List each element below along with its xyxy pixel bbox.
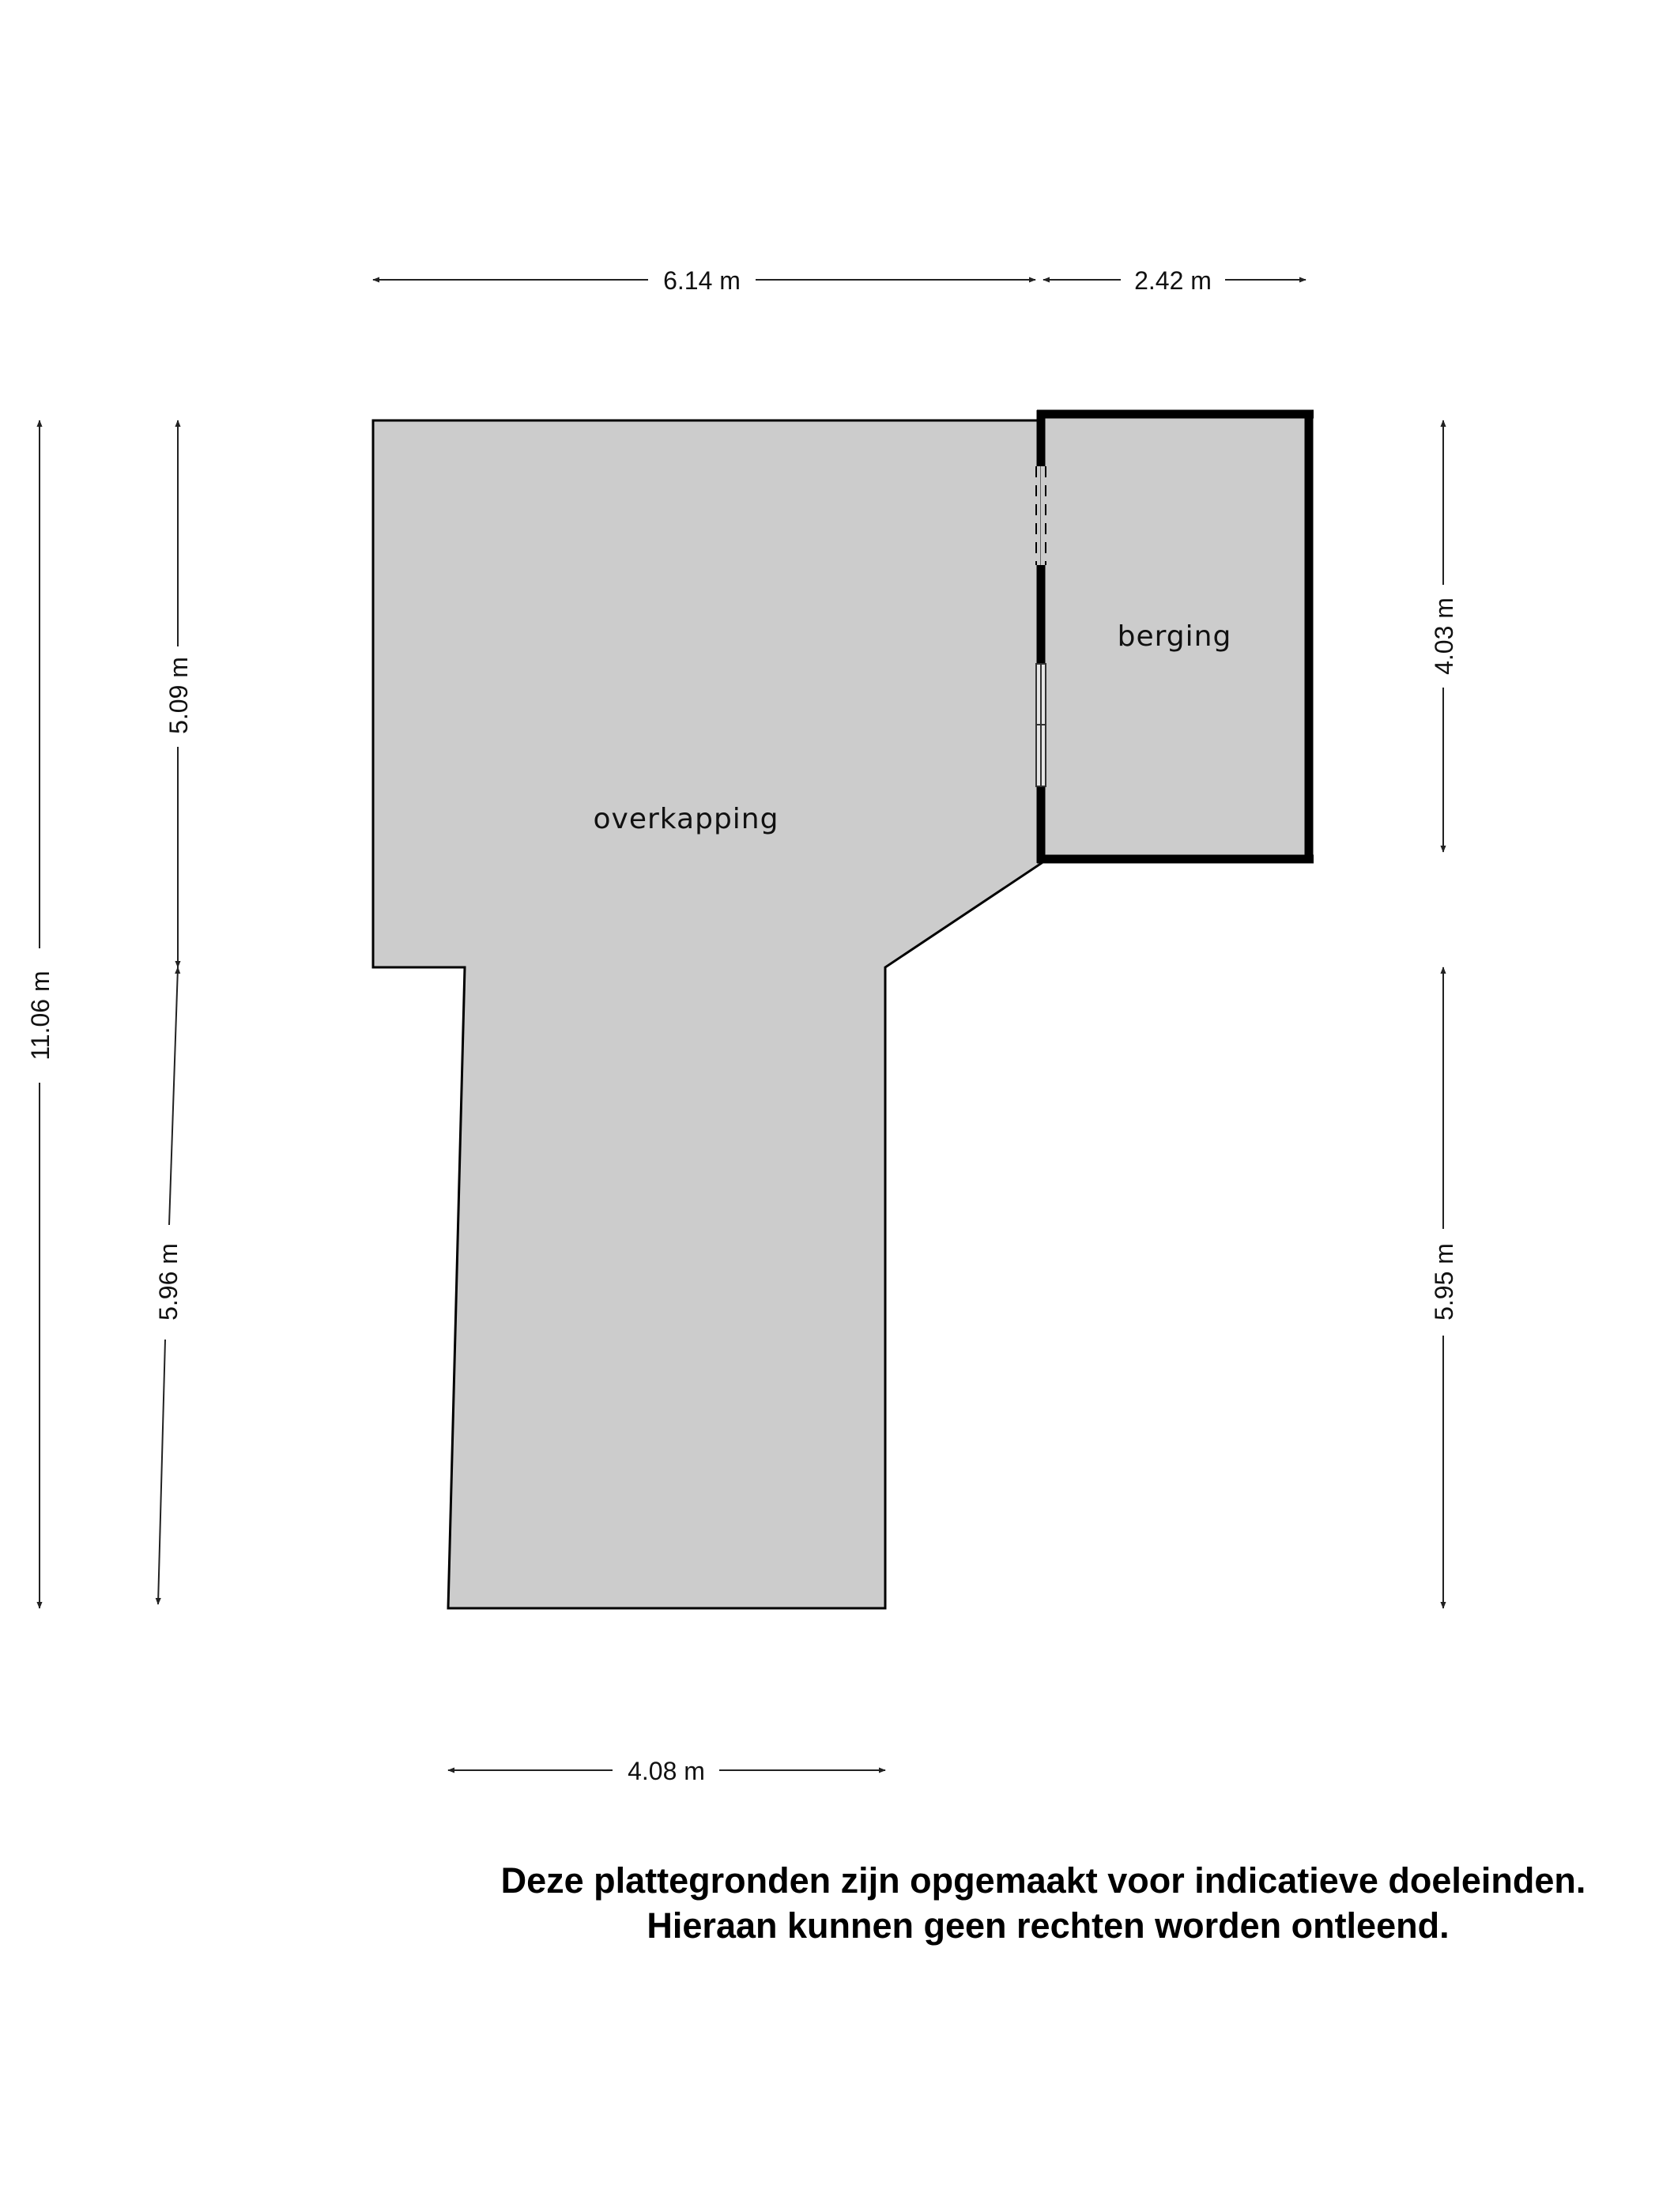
dimension-label: 11.06 m [26,970,55,1061]
overkapping-area [373,420,1042,1608]
dimension-left-lower [154,967,183,1604]
dimension-label: 5.95 m [1430,1243,1458,1321]
dimension-label: 4.08 m [628,1757,705,1785]
dimension-label: 5.09 m [164,657,193,734]
dimension-label: 6.14 m [663,266,741,295]
dimension-bottom [448,1757,885,1785]
dimension-right-upper [1430,420,1458,852]
dimension-left-outer [26,420,55,1608]
berging-label: berging [1117,620,1232,653]
dimension-label: 5.96 m [154,1243,183,1321]
dimension-label: 4.03 m [1430,597,1458,675]
disclaimer-line-1: Deze plattegronden zijn opgemaakt voor indicatieve doeleinden. [500,1860,1586,1901]
overkapping-label: overkapping [593,803,779,835]
dimension-top-left [373,266,1035,295]
dimension-top-right [1043,266,1306,295]
dimension-left-upper [164,420,193,967]
window [1036,664,1046,786]
dimension-right-lower [1430,967,1458,1608]
dimension-label: 2.42 m [1134,266,1212,295]
disclaimer-line-2: Hieraan kunnen geen rechten worden ontleend. [647,1905,1450,1946]
